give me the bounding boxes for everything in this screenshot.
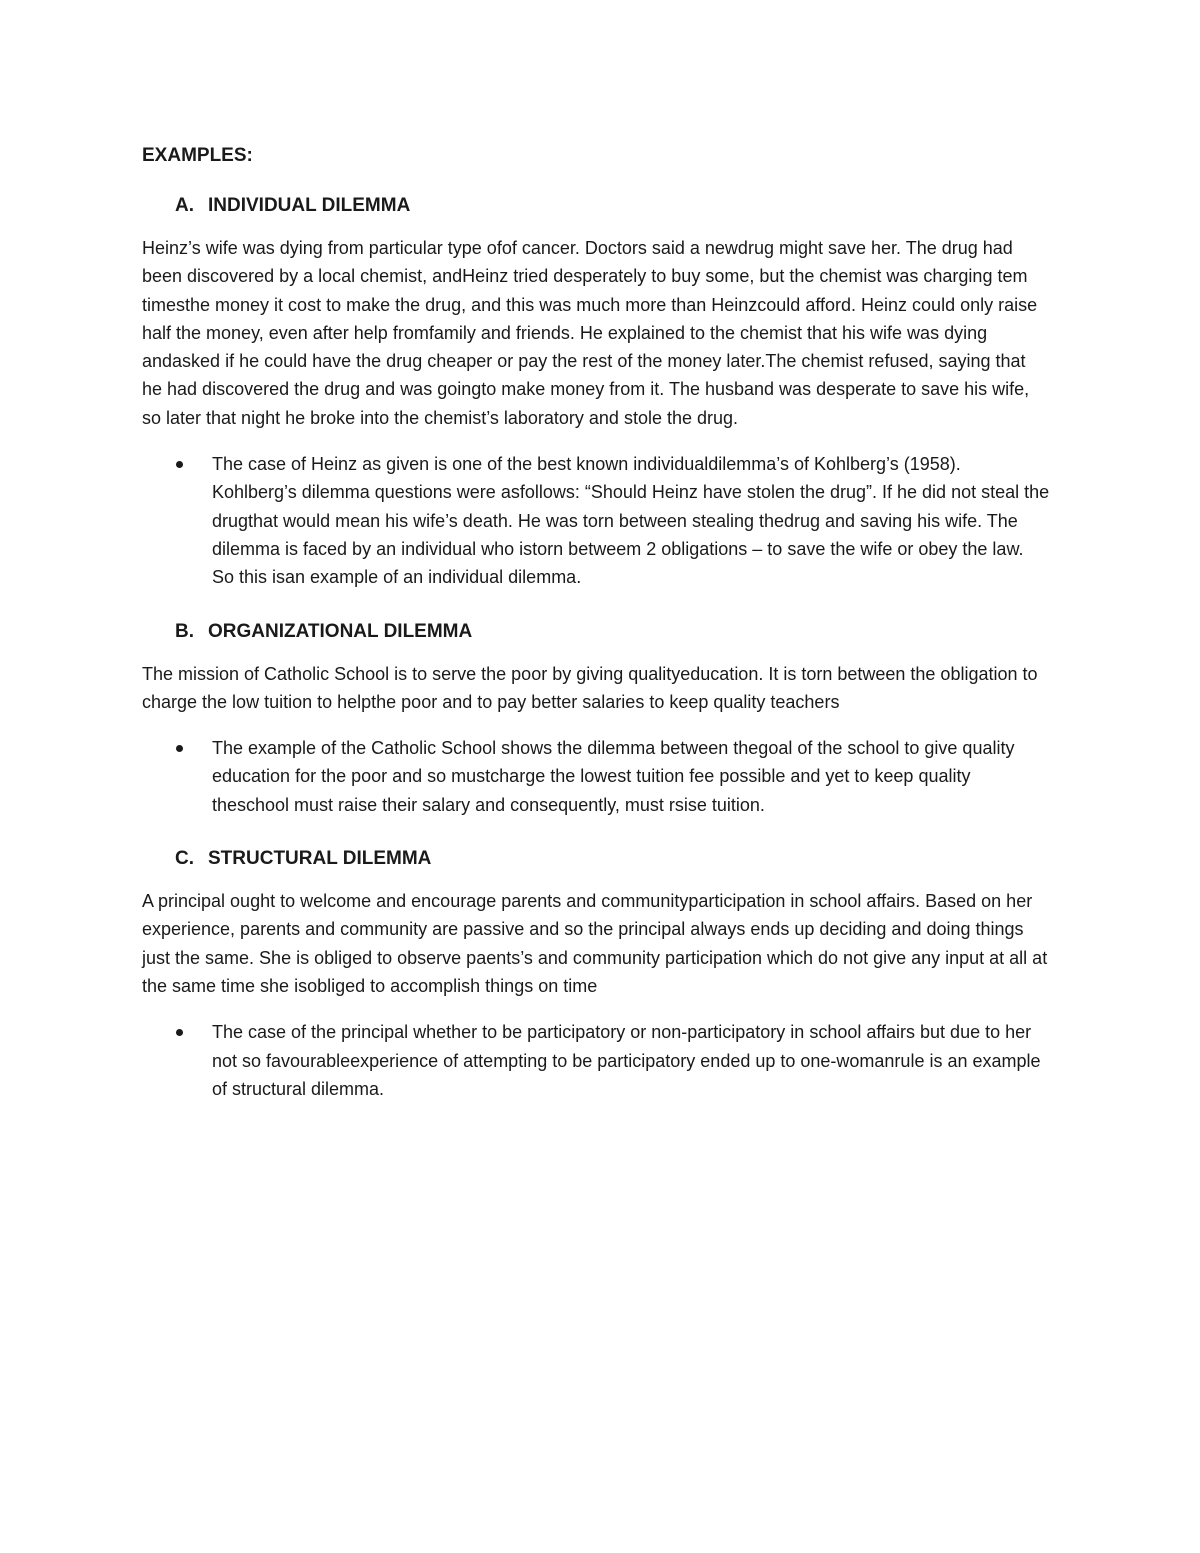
section-heading-text: ORGANIZATIONAL DILEMMA — [208, 620, 473, 642]
bullet-item — [142, 450, 1050, 591]
section-heading-text: INDIVIDUAL DILEMMA — [208, 195, 411, 216]
section-letter: B. — [175, 620, 194, 642]
section-individual-dilemma — [142, 192, 1050, 592]
bullet-list — [142, 1018, 1050, 1103]
section-paragraph: The mission of Catholic School is to serve the poor by giving qualityeducation. It is torn between the obligation to charge the low tuition to helpthe poor and to pay better salaries to keep quality teachers — [142, 663, 1038, 712]
bullet-item — [142, 1018, 1050, 1103]
bullet-text: The case of the principal whether to be participatory or non-participatory in school affairs but due to her not so favourableexperience of attempting to be participatory ended up to one-womanrule is an example of structural dilemma. — [212, 1022, 1041, 1099]
section-structural-dilemma — [142, 845, 1050, 1103]
section-heading — [142, 845, 1050, 873]
bullet-list — [142, 734, 1050, 819]
bullet-icon — [176, 745, 183, 752]
section-letter: C. — [175, 848, 194, 870]
section-paragraph: Heinz’s wife was dying from particular type ofof cancer. Doctors said a newdrug might save her. The drug had been discovered by a local chemist, andHeinz tried desperately to buy some, but the chemist was charging tem timesthe money it cost to make the drug, and this was much more than Heinzcould afford. Heinz could only raise half the money, even after help fromfamily and friends. He explained to the chemist that his wife was dying andasked if he could have the drug cheaper or pay the rest of the money later.The chemist refused, saying that he had discovered the drug and was goingto make money from it. The husband was desperate to save his wife, so later that night he broke into the chemist’s laboratory and stole the drug. — [142, 238, 1038, 428]
section-organizational-dilemma — [142, 618, 1050, 819]
document-title: EXAMPLES: — [142, 145, 253, 166]
bullet-icon — [176, 1029, 183, 1036]
bullet-item — [142, 734, 1050, 819]
section-heading — [142, 192, 1050, 220]
section-paragraph: A principal ought to welcome and encourage parents and communityparticipation in school affairs. Based on her experience, parents and community are passive and so the principal always ends up deciding and doing things just the same. She is obliged to observe paents’s and community participation which do not give any input at all at the same time she isobliged to accomplish things on time — [142, 891, 1048, 996]
bullet-icon — [176, 461, 183, 468]
section-heading-text: STRUCTURAL DILEMMA — [208, 848, 432, 870]
bullet-text: The example of the Catholic School shows the dilemma between thegoal of the school to give quality education for the poor and so mustcharge the lowest tuition fee possible and yet to keep quality theschool must raise their salary and consequently, must rsise tuition. — [212, 738, 1015, 815]
section-heading — [142, 618, 1050, 646]
section-letter: A. — [175, 195, 194, 216]
bullet-text: The case of Heinz as given is one of the best known individualdilemma’s of Kohlberg’s (1958). Kohlberg’s dilemma questions were asfollows: “Should Heinz have stolen the drug”. If he did not steal the drugthat would mean his wife’s death. He was torn between stealing thedrug and saving his wife. The dilemma is faced by an individual who istorn betweem 2 obligations – to save the wife or obey the law. So this isan example of an individual dilemma. — [212, 454, 1050, 588]
bullet-list — [142, 450, 1050, 591]
